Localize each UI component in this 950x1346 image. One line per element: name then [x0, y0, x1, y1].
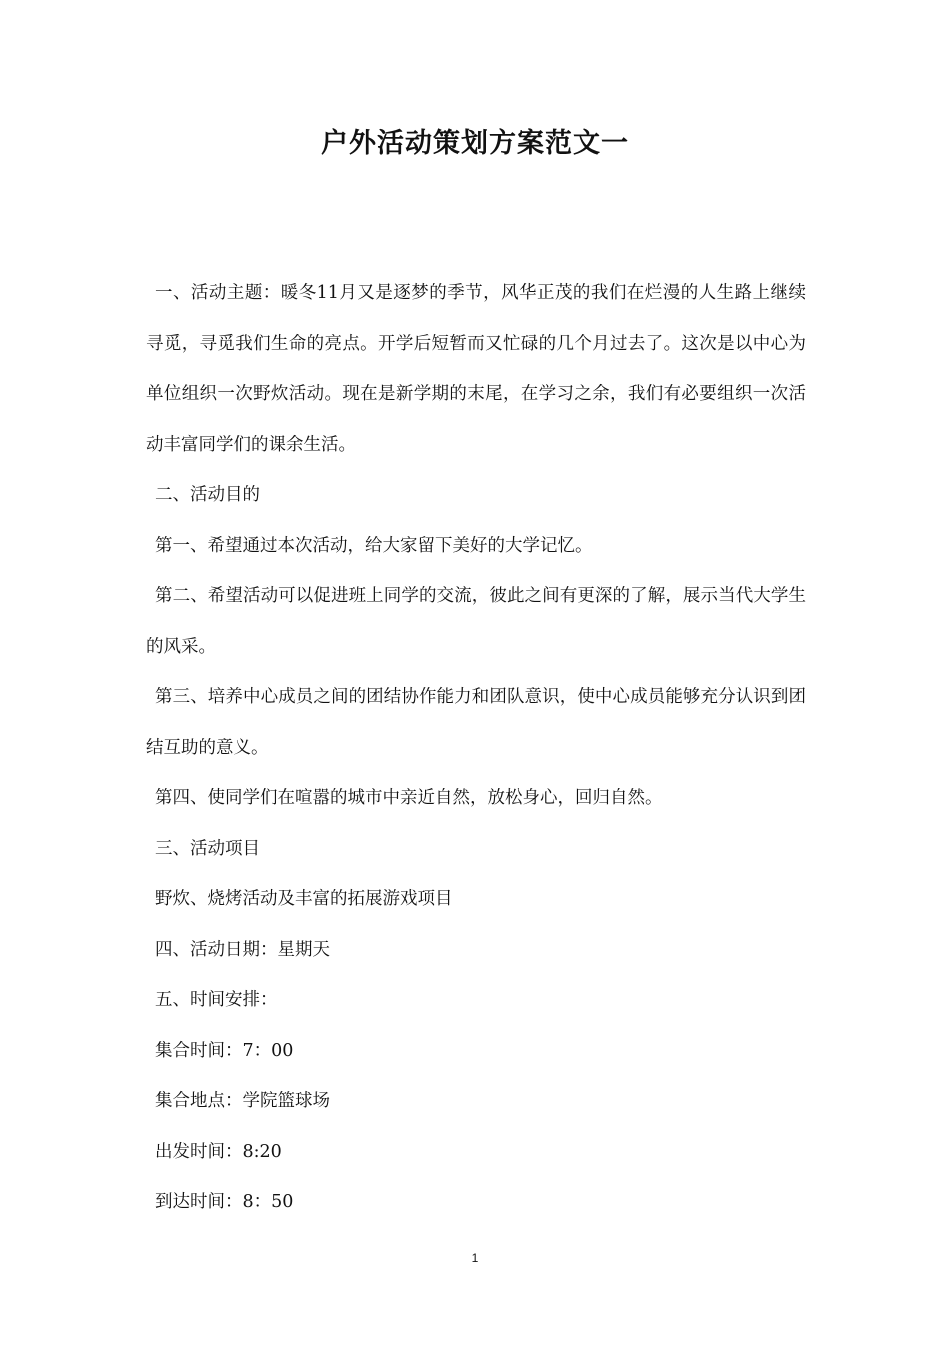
paragraph-activity-theme: 一、活动主题：暖冬11月又是逐梦的季节，风华正茂的我们在烂漫的人生路上继续寻觅，寻觅我们生命的亮点。开学后短暂而又忙碌的几个月过去了。这次是以中心为单位组织一次野炊活动。现在是新学期的末尾，在学习之余，我们有必要组织一次活动丰富同学们的课余生活。: [146, 283, 806, 455]
paragraph-purpose-2: 第二、希望活动可以促进班上同学的交流，彼此之间有更深的了解，展示当代大学生的风采。: [146, 586, 806, 657]
page-number: 1: [471, 1251, 479, 1265]
heading-schedule: 五、时间安排：: [155, 990, 278, 1010]
heading-activity-purpose: 二、活动目的: [155, 485, 260, 505]
paragraph-purpose-1: 第一、希望通过本次活动，给大家留下美好的大学记忆。: [155, 535, 593, 556]
document-body: [146, 268, 806, 1228]
paragraph-gather-place: 集合地点：学院篮球场: [155, 1091, 330, 1111]
paragraph-gather-time: 集合时间：7：00: [155, 1040, 294, 1061]
document-title: 户外活动策划方案范文一: [321, 128, 629, 159]
paragraph-activity-items: 野炊、烧烤活动及丰富的拓展游戏项目: [155, 889, 453, 909]
paragraph-purpose-4: 第四、使同学们在喧嚣的城市中亲近自然，放松身心，回归自然。: [155, 788, 663, 808]
heading-activity-items: 三、活动项目: [155, 838, 260, 859]
paragraph-purpose-3: 第三、培养中心成员之间的团结协作能力和团队意识，使中心成员能够充分认识到团结互助的意义。: [146, 687, 806, 758]
paragraph-depart-time: 出发时间：8:20: [155, 1141, 282, 1162]
paragraph-activity-date: 四、活动日期：星期天: [155, 939, 330, 960]
paragraph-arrive-time: 到达时间：8：50: [155, 1192, 294, 1212]
